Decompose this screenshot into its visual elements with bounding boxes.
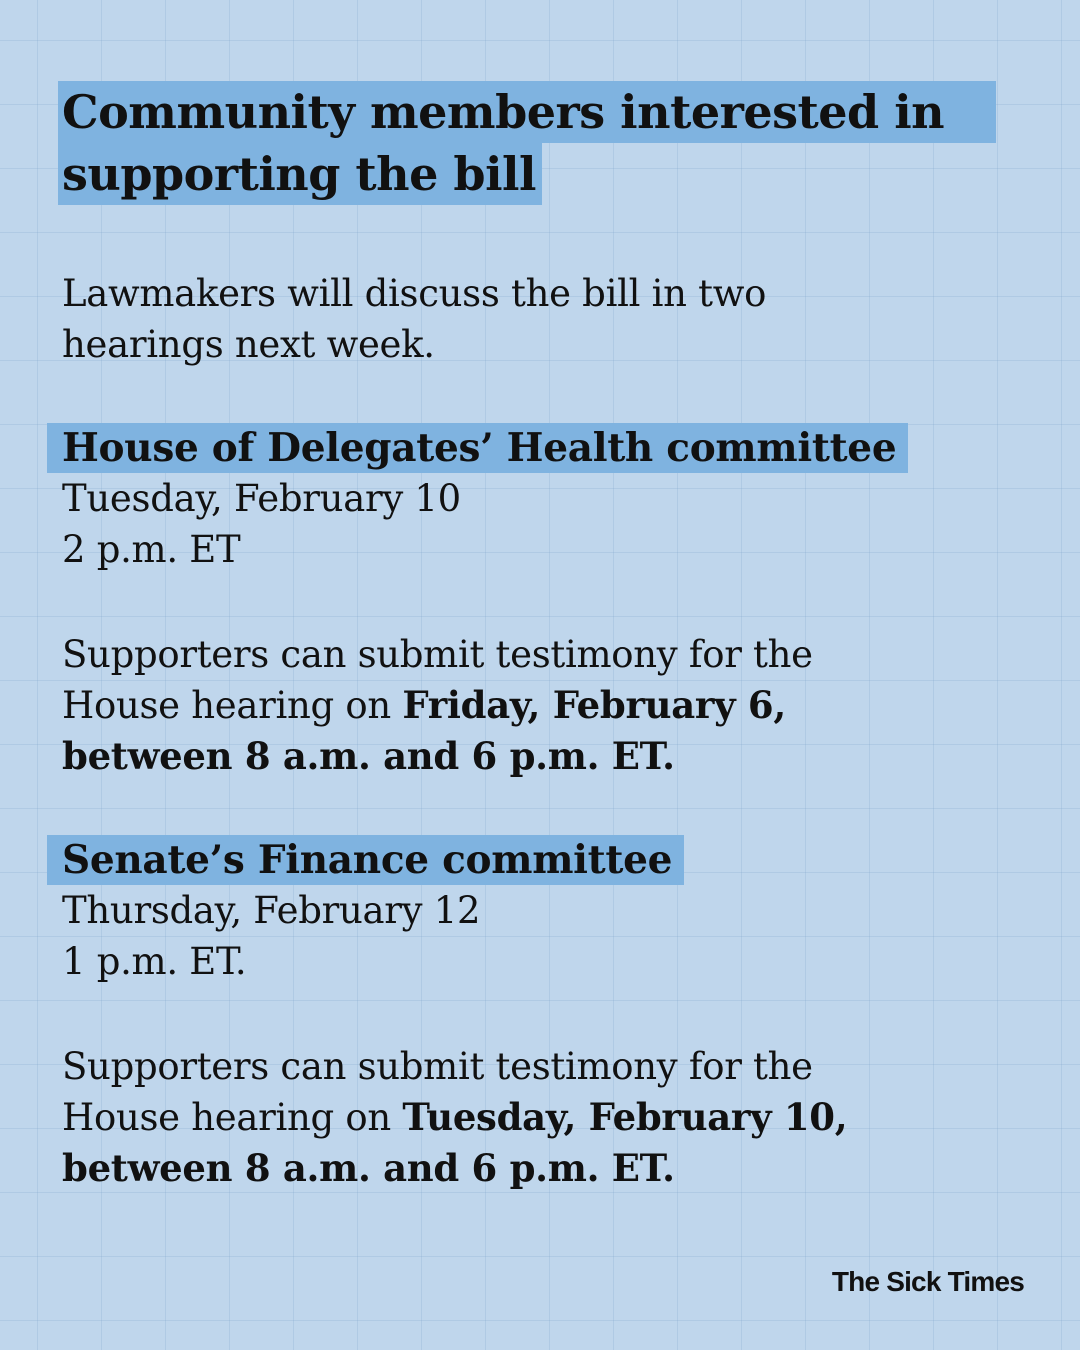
house-testimony-plain: House hearing on xyxy=(62,684,403,727)
senate-testimony xyxy=(47,1041,1047,1194)
house-hearing-section xyxy=(47,423,1047,782)
senate-testimony-plain: House hearing on xyxy=(62,1096,403,1139)
page-title xyxy=(58,81,998,205)
house-date: Tuesday, February 10 xyxy=(62,477,461,520)
house-heading: House of Delegates’ Health committee xyxy=(47,423,908,473)
senate-testimony-line-2 xyxy=(62,1092,1047,1143)
house-testimony-line-1: Supporters can submit testimony for the xyxy=(62,633,813,676)
house-testimony xyxy=(47,629,1047,782)
house-testimony-window: between 8 a.m. and 6 p.m. ET. xyxy=(62,734,675,778)
senate-time: 1 p.m. ET. xyxy=(62,940,247,983)
house-testimony-date: Friday, February 6, xyxy=(402,683,786,727)
senate-date: Thursday, February 12 xyxy=(62,889,481,932)
intro-line-2: hearings next week. xyxy=(62,323,435,366)
brand-logo: The Sick Times xyxy=(831,1266,1024,1297)
title-line-1: Community members interested in xyxy=(58,81,996,143)
house-testimony-line-2 xyxy=(62,680,1047,731)
title-line-2: supporting the bill xyxy=(58,143,542,205)
house-time: 2 p.m. ET xyxy=(62,528,241,571)
senate-testimony-window: between 8 a.m. and 6 p.m. ET. xyxy=(62,1146,675,1190)
senate-heading: Senate’s Finance committee xyxy=(47,835,684,885)
intro-paragraph xyxy=(62,268,922,370)
senate-testimony-line-1: Supporters can submit testimony for the xyxy=(62,1045,813,1088)
intro-line-1: Lawmakers will discuss the bill in two xyxy=(62,272,767,315)
senate-hearing-section xyxy=(47,835,1047,1194)
house-testimony-line-3 xyxy=(62,731,1047,782)
senate-testimony-line-3 xyxy=(62,1143,1047,1194)
senate-testimony-date: Tuesday, February 10, xyxy=(402,1095,848,1139)
